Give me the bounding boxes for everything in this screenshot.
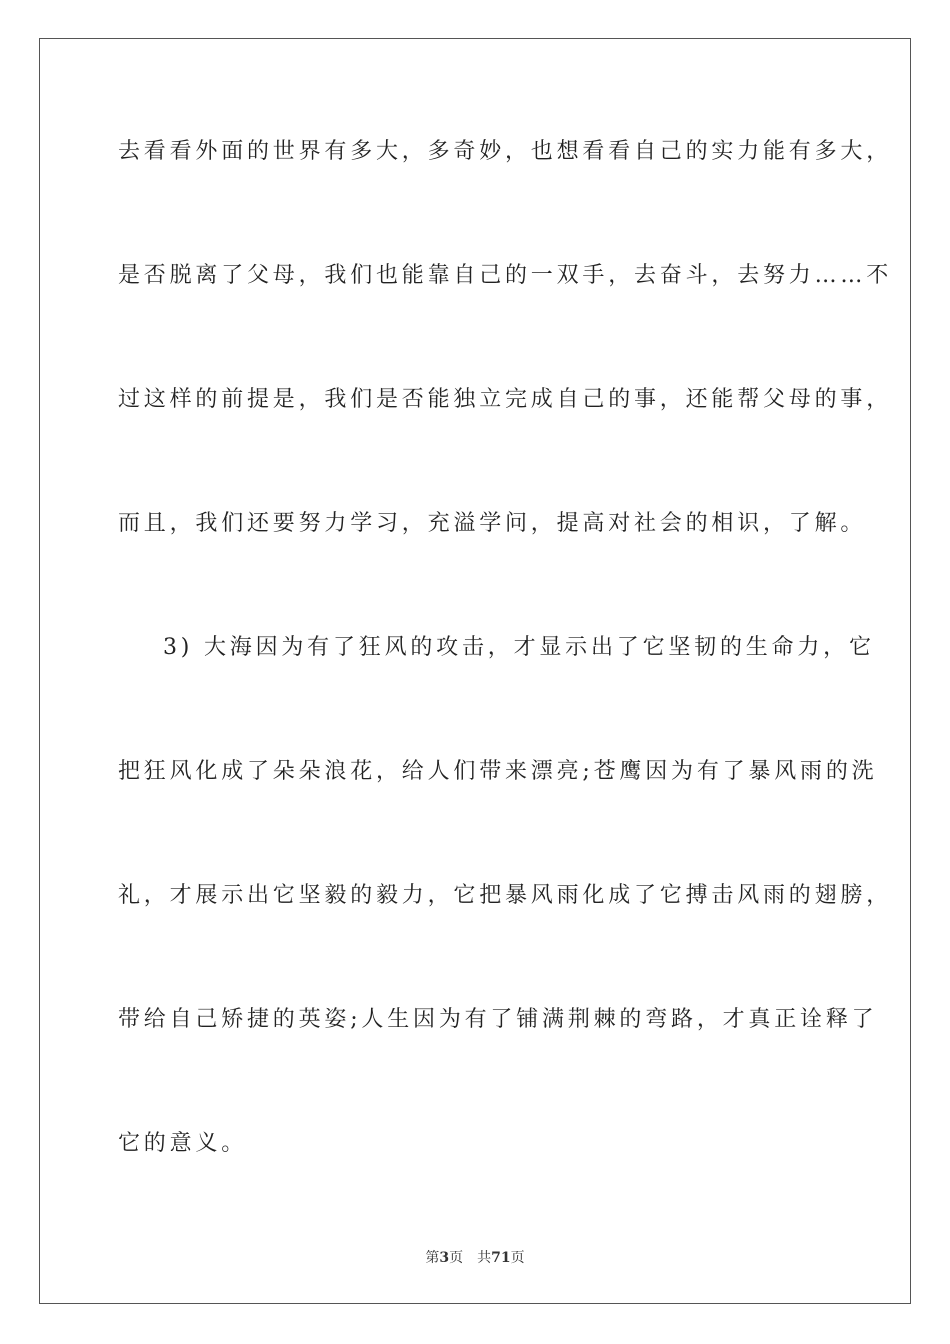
- total-prefix: 共: [477, 1250, 492, 1266]
- total-suffix: 页: [510, 1250, 525, 1266]
- page-suffix: 页: [449, 1250, 464, 1266]
- text-line-8: 带给自己矫捷的英姿;人生因为有了铺满荆棘的弯路，才真正诠释了: [118, 1007, 878, 1032]
- text-line-6: 把狂风化成了朵朵浪花，给人们带来漂亮;苍鹰因为有了暴风雨的洗: [118, 759, 878, 784]
- page-footer: [0, 1247, 950, 1267]
- text-line-2: 是否脱离了父母，我们也能靠自己的一双手，去奋斗，去努力……不: [118, 263, 893, 288]
- text-line-1: 去看看外面的世界有多大，多奇妙，也想看看自己的实力能有多大，: [118, 139, 893, 164]
- page-prefix: 第: [425, 1250, 440, 1266]
- text-line-3: 过这样的前提是，我们是否能独立完成自己的事，还能帮父母的事，: [118, 387, 893, 412]
- page-number: 3: [439, 1250, 450, 1266]
- page-border: [39, 38, 911, 1304]
- text-line-5: 3) 大海因为有了狂风的攻击，才显示出了它坚韧的生命力，它: [163, 635, 875, 660]
- total-pages: 71: [491, 1250, 511, 1266]
- text-line-7: 礼，才展示出它坚毅的毅力，它把暴风雨化成了它搏击风雨的翅膀，: [118, 883, 893, 908]
- text-line-9: 它的意义。: [118, 1131, 248, 1156]
- text-line-4: 而且，我们还要努力学习，充溢学问，提高对社会的相识，了解。: [118, 511, 867, 536]
